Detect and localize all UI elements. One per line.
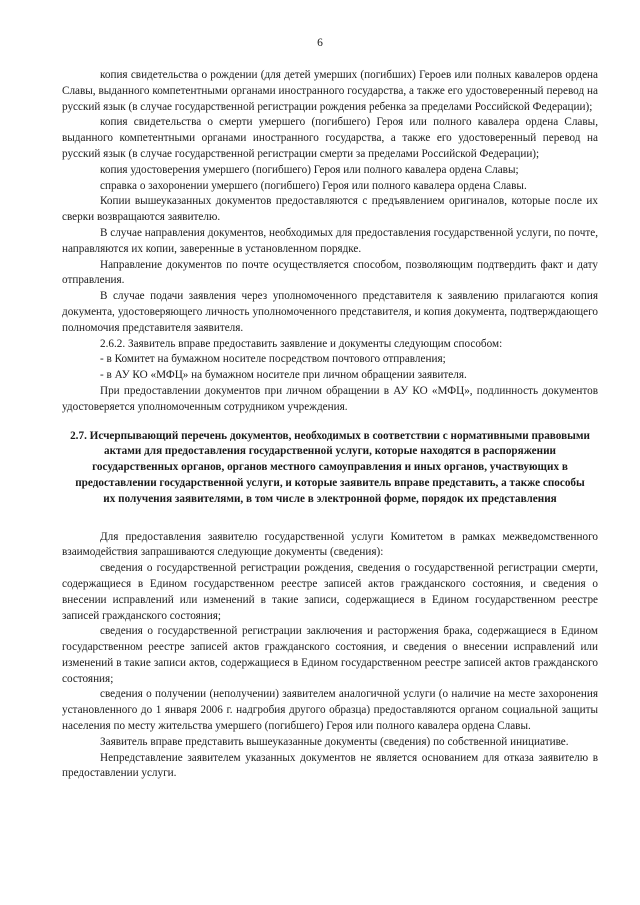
page-number: 6 <box>317 37 323 49</box>
paragraph: В случае подачи заявления через уполномоченного представителя к заявлению прилагаются копия документа, удостоверяющего личность уполномоченного представителя, и копия документа, подтверждающего полномочия представителя заявителя. <box>62 290 598 334</box>
list-item: - в Комитет на бумажном носителе посредством почтового отправления; <box>100 353 446 366</box>
paragraph: копия свидетельства о смерти умершего (погибшего) Героя или полного кавалера ордена Славы, выданного компетентными органами иностранного государства, а также его удостоверенный перевод на русский язык (в случае государственной регистрации смерти за пределами Российской Федерации); <box>62 116 598 160</box>
section-heading: 2.7. Исчерпывающий перечень документов, необходимых в соответствии с нормативными правовыми актами для предоставления государственной услуги, которые находятся в распоряжении государственных органов, органов местного самоуправления и иных органов, участвующих в предоставлении государственной услуги, и которые заявитель вправе представить, а также способы их получения заявителями, в том числе в электронной форме, порядок их представления <box>70 429 590 505</box>
paragraph: сведения о государственной регистрации рождения, сведения о государственной регистрации смерти, содержащиеся в Едином государственном реестре записей актов гражданского состояния, и сведения о внесении исправлений или изменений в такие записи, содержащиеся в Едином государственном реестре записей гражданского состояния; <box>62 562 598 622</box>
paragraph: Копии вышеуказанных документов предоставляются с предъявлением оригиналов, которые после их сверки возвращаются заявителю. <box>62 195 598 224</box>
paragraph: Непредставление заявителем указанных документов не является основанием для отказа заявителю в предоставлении услуги. <box>62 751 598 780</box>
paragraph: справка о захоронении умершего (погибшего) Героя или полного кавалера ордена Славы. <box>100 179 527 192</box>
paragraph: сведения о государственной регистрации заключения и расторжения брака, содержащиеся в Едином государственном реестре записей актов гражданского состояния, и сведения о внесении исправлений или изменений в такие записи актов, содержащиеся в Едином государственном реестре записей актов гражданского состояния; <box>62 625 598 685</box>
list-item: - в АУ КО «МФЦ» на бумажном носителе при личном обращении заявителя. <box>100 369 467 382</box>
paragraph: Направление документов по почте осуществляется способом, позволяющим подтвердить факт и дату отправления. <box>62 258 598 287</box>
paragraph: сведения о получении (неполучении) заявителем аналогичной услуги (о наличие на месте захоронения установленного до 1 января 2006 г. надгробия другого образца) предоставляются органом социальной защиты населения по месту жительства умершего (погибшего) Героя или полного кавалера ордена Славы. <box>62 688 598 733</box>
paragraph: копия свидетельства о рождении (для детей умерших (погибших) Героев или полных кавалеров ордена Славы, выданного компетентными органами иностранного государства, а также его удостоверенный перевод на русский язык (в случае государственной регистрации рождения ребенка за пределами Российской Федерации); <box>62 69 598 113</box>
paragraph: Заявитель вправе представить вышеуказанные документы (сведения) по собственной инициативе. <box>100 735 569 748</box>
paragraph: При предоставлении документов при личном обращении в АУ КО «МФЦ», подлинность документов удостоверяется уполномоченным сотрудником учреждения. <box>62 384 598 413</box>
paragraph: копия удостоверения умершего (погибшего) Героя или полного кавалера ордена Славы; <box>100 163 519 176</box>
document-body <box>62 68 598 782</box>
paragraph: Для предоставления заявителю государственной услуги Комитетом в рамках межведомственного взаимодействия запрашиваются следующие документы (сведения): <box>62 530 598 559</box>
paragraph: В случае направления документов, необходимых для предоставления государственной услуги, по почте, направляются их копии, заверенные в установленном порядке. <box>62 226 598 255</box>
paragraph: 2.6.2. Заявитель вправе предоставить заявление и документы следующим способом: <box>100 337 503 350</box>
